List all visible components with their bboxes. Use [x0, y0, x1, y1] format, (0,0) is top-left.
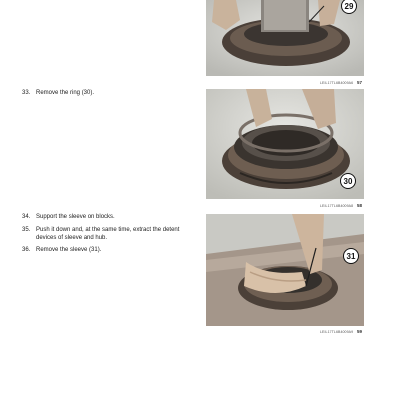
step-36 [22, 246, 197, 254]
step-text: Push it down and, at the same time, extract the detent devices of sleeve and hub. [36, 227, 180, 241]
step-text: Support the sleeve on blocks. [36, 214, 115, 220]
figure-58-id: LEIL17TL6B4009A8 [320, 204, 354, 208]
step-text: Remove the sleeve (31). [36, 247, 102, 253]
step-number: 33. [22, 90, 31, 96]
step-34 [22, 213, 197, 221]
step-33 [22, 89, 197, 97]
callout-31: 31 [346, 252, 356, 261]
figure-59-photo [206, 214, 364, 326]
step-number: 34. [22, 214, 31, 220]
figure-58-number: 58 [357, 203, 363, 208]
figure-58-photo [206, 89, 364, 199]
step-text: Remove the ring (30). [36, 90, 95, 96]
step-35 [22, 226, 197, 242]
callout-30: 30 [343, 177, 353, 186]
figure-57-photo [206, 0, 364, 76]
step-number: 35. [22, 227, 31, 233]
step-number: 36. [22, 247, 31, 253]
callout-29: 29 [344, 2, 354, 11]
figure-59-id: LEIL17TL6B4009A9 [320, 330, 354, 334]
figure-59-number: 59 [357, 329, 363, 334]
figure-57-number: 57 [357, 80, 363, 85]
figure-57-id: LEIL17TL6B4009A6 [320, 81, 354, 85]
